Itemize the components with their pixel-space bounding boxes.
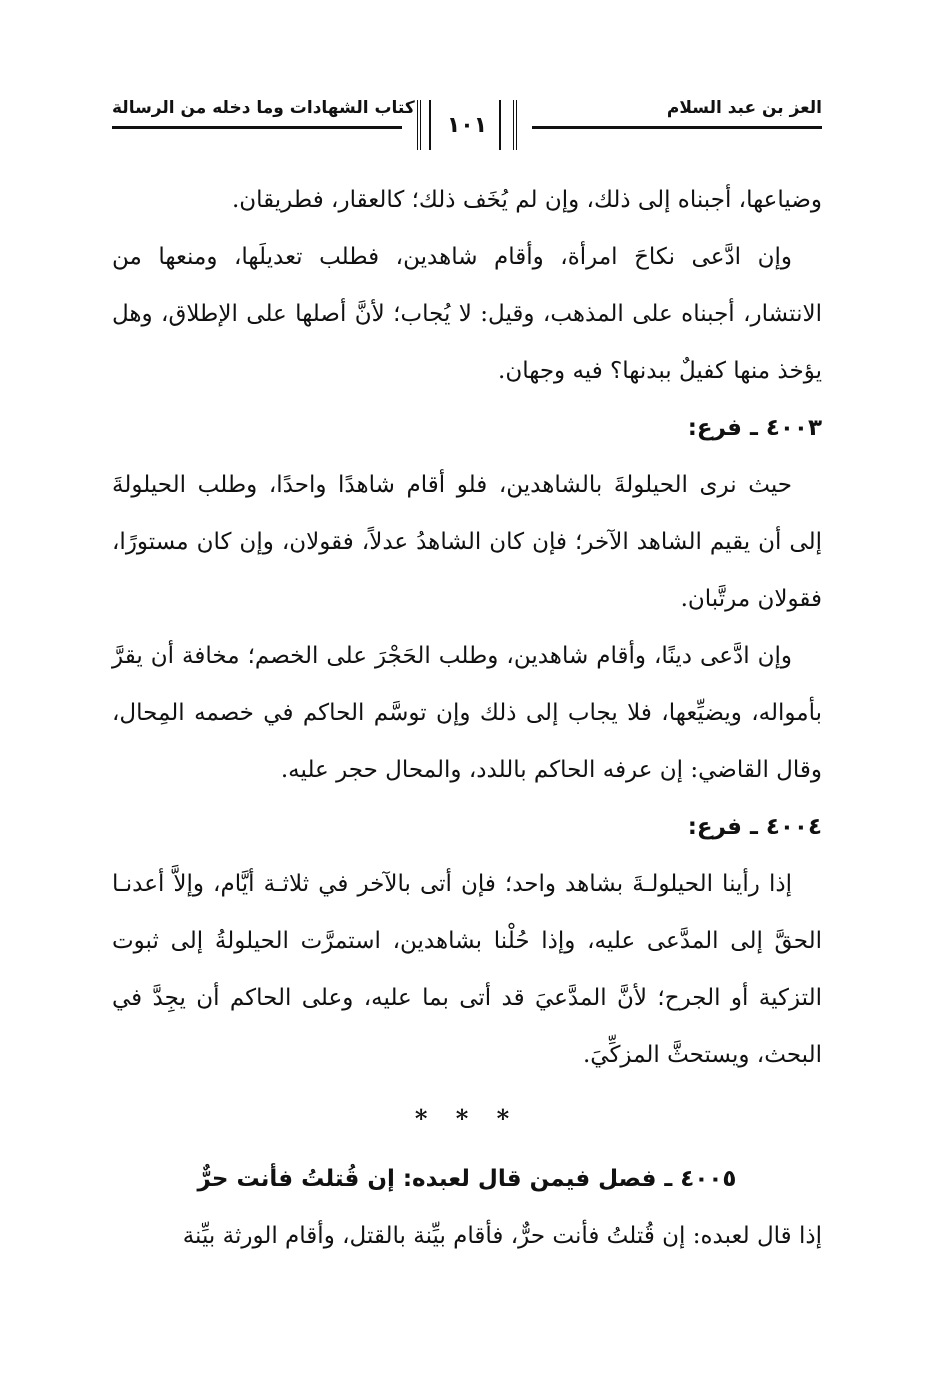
- paragraph-3: حيث نرى الحيلولةَ بالشاهدين، فلو أقام شاهدًا واحدًا، وطلب الحيلولةَ إلى أن يقيم الشاهد الآخر؛ فإن كان الشاهدُ عدلاً، فقولان، وإن كان مستورًا، فقولان مرتَّبان.: [112, 472, 822, 612]
- section-separator: * * *: [414, 1104, 520, 1133]
- paragraph-1: وضياعها، أجبناه إلى ذلك، وإن لم يُخَف ذلك؛ كالعقار، فطريقان.: [231, 187, 822, 213]
- running-header: [112, 92, 822, 162]
- section-title-4005: ٤٠٠٥ ـ فصل فيمن قال لعبده: إن قُتلتُ فأنت حرٌّ: [197, 1166, 737, 1192]
- branch-heading-4004: ٤٠٠٤ ـ فرع:: [687, 814, 822, 840]
- paragraph-2: وإن ادَّعى نكاحَ امرأة، وأقام شاهدين، فطلب تعديلَها، ومنعها من الانتشار، أجبناه على المذهب، وقيل: لا يُجاب؛ لأنَّ أصلها على الإطلاق، وهل يؤخذ منها كفيلٌ ببدنها؟ فيه وجهان.: [112, 244, 822, 384]
- header-book-title: كتاب الشهادات وما دخله من الرسالة: [112, 98, 415, 118]
- page-number: ١٠١: [446, 112, 488, 138]
- header-rule-right: [532, 126, 822, 129]
- paragraph-6: إذا قال لعبده: إن قُتلتُ فأنت حرٌّ، فأقام بيِّنة بالقتل، وأقام الورثة بيِّنة: [182, 1223, 822, 1249]
- branch-heading-4003: ٤٠٠٣ ـ فرع:: [687, 415, 822, 441]
- page-number-frame: [417, 100, 517, 150]
- paragraph-4: وإن ادَّعى دينًا، وأقام شاهدين، وطلب الحَجْرَ على الخصم؛ مخافة أن يقرَّ بأمواله، ويضيِّعها، فلا يجاب إلى ذلك وإن توسَّم الحاكم في خصمه المِحال، وقال القاضي: إن عرفه الحاكم باللدد، والمحال حجر عليه.: [112, 643, 822, 783]
- header-rule-left: [112, 126, 402, 129]
- header-author: العز بن عبد السلام: [666, 98, 822, 118]
- page-body: [112, 172, 822, 1265]
- paragraph-5: إذا رأينا الحيلولـةَ بشاهد واحد؛ فإن أتى بالآخر في ثلاثـة أيَّام، وإلاَّ أعدنـا الحقَّ إلى المدَّعى عليه، وإذا حُلْنا بشاهدين، استمرَّت الحيلولةُ إلى ثبوت التزكية أو الجرح؛ لأنَّ المدَّعيَ قد أتى بما عليه، وعلى الحاكم أن يجِدَّ في البحث، ويستحثَّ المزكِّيَ.: [112, 871, 822, 1068]
